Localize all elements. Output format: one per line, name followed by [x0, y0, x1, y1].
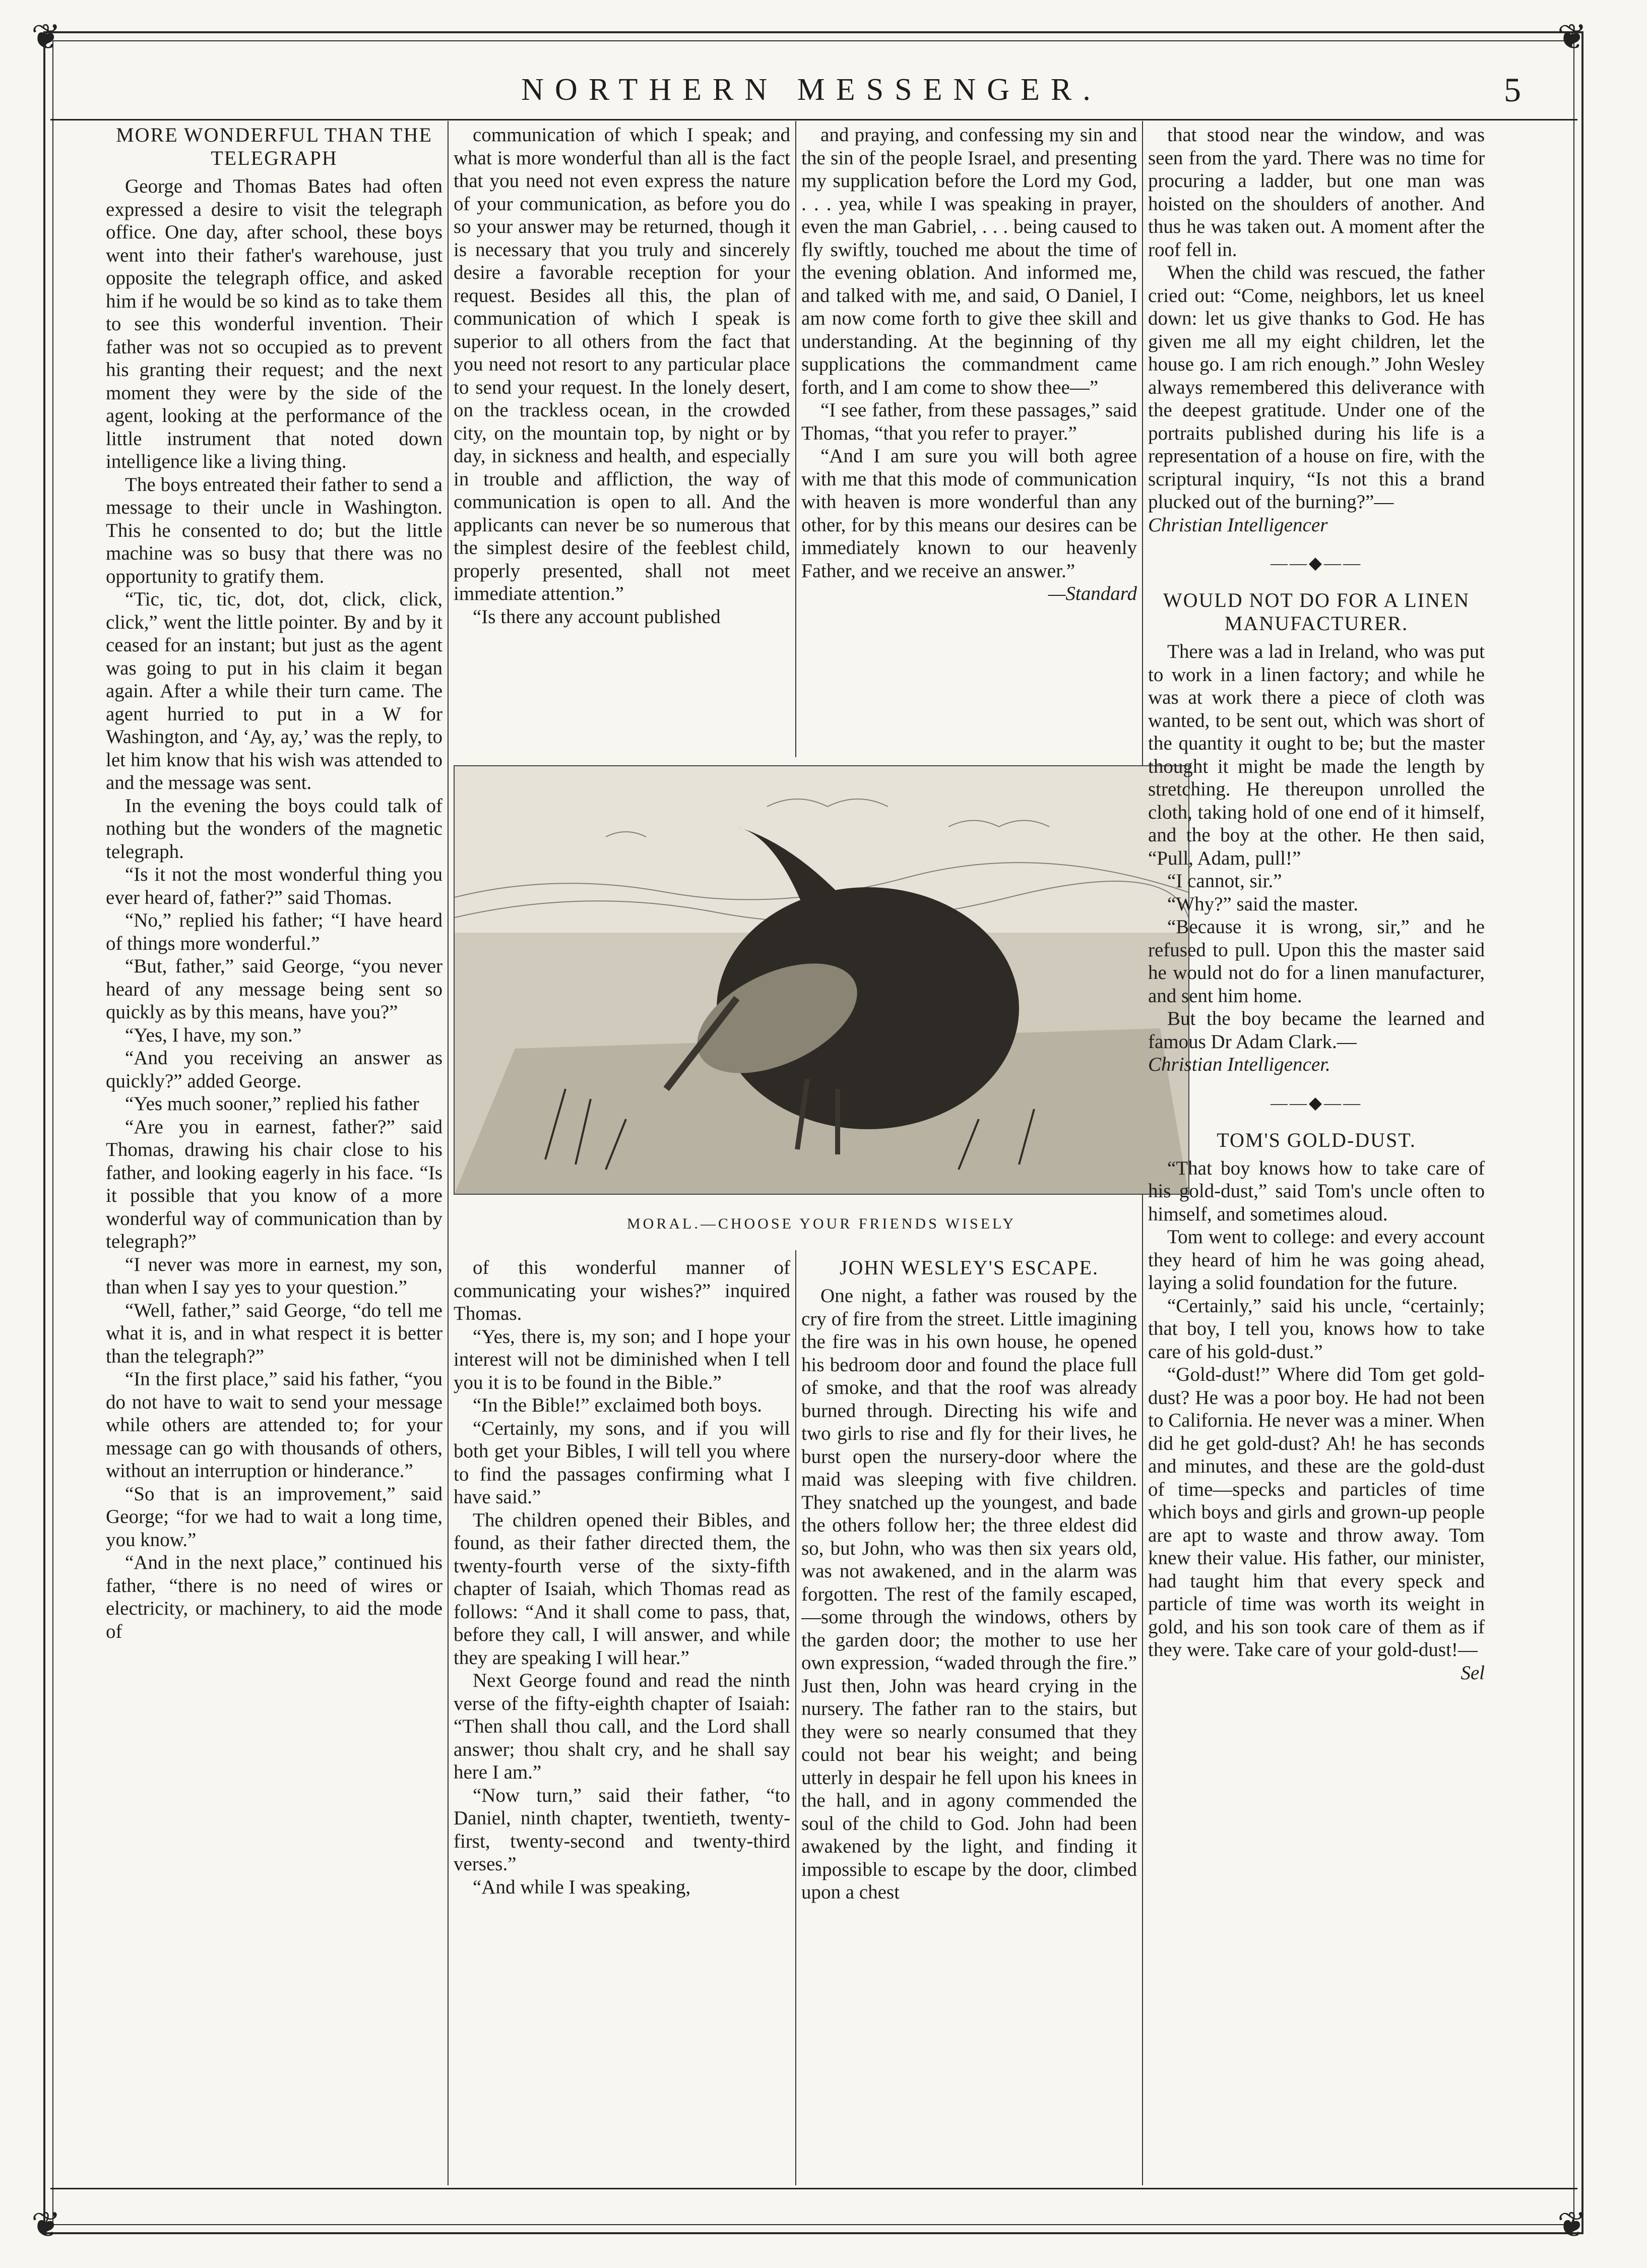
column-2-top	[454, 124, 790, 761]
section-divider: ——◆——	[1270, 1093, 1363, 1113]
paragraph: “But, father,” said George, “you never heard of any message being sent so quickly as by this means, have you?”	[106, 955, 442, 1023]
paragraph: “That boy knows how to take care of his gold-dust,” said Tom's uncle often to himself, and sometimes aloud.	[1148, 1157, 1485, 1225]
paragraph: “Because it is wrong, sir,” and he refused to pull. Upon this the master said he would not do for a linen manufacturer, and sent him home.	[1148, 916, 1485, 1007]
column-2-bottom	[454, 1256, 790, 2184]
article-body-telegraph-cont-3	[454, 1256, 790, 1898]
paragraph: “I cannot, sir.”	[1167, 870, 1282, 892]
article-body-linen	[1148, 640, 1485, 1053]
column-rule	[795, 1250, 796, 2185]
paragraph: “And you receiving an answer as quickly?” added George.	[106, 1047, 442, 1092]
section-divider: ——◆——	[1270, 554, 1363, 573]
paragraph: “Tic, tic, tic, dot, dot, click, click, click,” went the little pointer. By and by it ceased for an instant; but just as the agent was going to put in his claim it began again. After a while their turn came. The agent hurried to put in a W for Washington, and ‘Ay, ay,’ was the reply, to let him know that his wish was attended to and the message was sent.	[106, 588, 442, 793]
paragraph: “Yes, I have, my son.”	[125, 1024, 302, 1046]
source-wesley: Christian Intelligencer	[1148, 514, 1328, 536]
article-body-telegraph-cont	[454, 124, 790, 628]
source-linen: Christian Intelligencer.	[1148, 1054, 1331, 1075]
paragraph: “And while I was speaking,	[473, 1876, 691, 1898]
paragraph: One night, a father was roused by the cry of fire from the street. Little imagining the fire was in his own house, he opened his bedroom door and found the place full of smoke, and that the roof was already burned through. Directing his wife and two girls to rise and fly for their lives, he burst open the nursery-door where the maid was sleeping with five children. They snatched up the youngest, and bade the others follow her; the three eldest did so, but John, who was then six years old, was not awakened, and in the alarm was forgotten. The rest of the family escaped,—some through the windows, others by the garden door; the mother to use her own expression, “waded through the fire.” Just then, John was heard crying in the nursery. The father ran to the stairs, but they were so nearly consumed that they could not bear his weight; and being utterly in despair he fell upon his knees in the hall, and in agony commended the soul of the child to God. John had been awakened by the light, and finding it impossible to escape by the door, climbed upon a chest	[801, 1285, 1137, 1903]
article-body-telegraph	[106, 175, 442, 1643]
paragraph: “Is there any account published	[473, 605, 721, 628]
paragraph: “Are you in earnest, father?” said Thomas, drawing his chair close to his father, and looking eagerly in his face. “Is it possible that you know of a more wonderful way of communication than by telegraph?”	[106, 1116, 442, 1252]
paragraph: “So that is an improvement,” said George; “for we had to wait a long time, you know.”	[106, 1483, 442, 1551]
corner-ornament-icon: ❦	[31, 2206, 61, 2245]
paragraph: George and Thomas Bates had often expressed a desire to visit the telegraph office. One day, after school, these boys went into their father's warehouse, just opposite the telegraph office, and asked him if he would be so kind as to take them to see this wonderful invention. Their father was not so occupied as to prevent his granting their request; and the next moment they were by the side of the agent, looking at the performance of the little instrument that noted down intelligence like a living thing.	[106, 175, 442, 472]
paragraph: When the child was rescued, the father cried out: “Come, neighbors, let us kneel down: let us give thanks to God. He has given me all my eight children, let the house go. I am rich enough.” John Wesley always remembered this deliverance with the deepest gratitude. Under one of the portraits published during his life is a representation of a house on fire, with the scriptural inquiry, “Is not this a brand plucked out of the burning?”—	[1148, 262, 1485, 513]
paragraph: “Certainly,” said his uncle, “certainly; that boy, I tell you, knows how to take care of his gold-dust.”	[1148, 1295, 1485, 1363]
paragraph: “Well, father,” said George, “do tell me what it is, and in what respect it is better than the telegraph?”	[106, 1299, 442, 1367]
column-3-bottom	[801, 1256, 1137, 2184]
corner-ornament-icon: ❦	[31, 18, 61, 57]
paragraph: “I never was more in earnest, my son, than when I say yes to your question.”	[106, 1253, 442, 1298]
paragraph: “And I am sure you will both agree with me that this mode of communication with heaven is more wonderful than any other, for by this means our desires can be immediately known to our heavenly Father, and we receive an answer.”	[801, 445, 1137, 582]
paragraph: and praying, and confessing my sin and the sin of the people Israel, and presenting my supplication before the Lord my God, . . . yea, while I was speaking in prayer, even the man Gabriel, . . . being caused to fly swiftly, touched me about the time of the evening oblation. And informed me, and talked with me, and said, O Daniel, I am now come forth to give thee skill and understanding. At the beginning of thy supplications the commandment came forth, and I am come to show thee—”	[801, 124, 1137, 398]
column-4	[1148, 124, 1485, 2183]
masthead-title: NORTHERN MESSENGER.	[521, 73, 1102, 107]
source-standard: —Standard	[1048, 583, 1137, 604]
paragraph: In the evening the boys could talk of nothing but the wonders of the magnetic telegraph.	[106, 794, 442, 863]
paragraph: “In the Bible!” exclaimed both boys.	[473, 1394, 762, 1416]
column-rule	[795, 121, 796, 757]
source-sel: Sel	[1461, 1662, 1485, 1684]
paragraph: “Now turn,” said their father, “to Daniel, ninth chapter, twentieth, twenty-first, twenty-second and twenty-third verses.”	[454, 1784, 790, 1875]
paragraph: “I see father, from these passages,” said Thomas, “that you refer to prayer.”	[801, 399, 1137, 444]
column-3-top	[801, 124, 1137, 761]
article-heading-gold-dust: TOM'S GOLD-DUST.	[1217, 1128, 1416, 1151]
paragraph: “No,” replied his father; “I have heard of things more wonderful.”	[106, 909, 442, 954]
paragraph: “Yes much sooner,” replied his father	[125, 1093, 419, 1115]
paragraph: “Yes, there is, my son; and I hope your interest will not be diminished when I tell you it is to be found in the Bible.”	[454, 1325, 790, 1393]
paragraph: “In the first place,” said his father, “you do not have to wait to send your message while others are attended to; for your message can go with thousands of others, without an interruption or hinderance.”	[106, 1368, 442, 1482]
paragraph: “And in the next place,” continued his father, “there is no need of wires or electricity, or machinery, to aid the mode of	[106, 1552, 442, 1642]
column-1	[106, 124, 442, 2183]
paragraph: “Gold-dust!” Where did Tom get gold-dust? He was a poor boy. He had not been to California. He never was a miner. When did he get gold-dust? Ah! he has seconds and minutes, and these are the gold-dust of time—specks and particles of time which boys and girls and grown-up people are apt to waste and throw away. Tom knew their value. His father, our minister, had taught him that every speck and particle of time was worth its weight in gold, and his son took care of them as if they were. Take care of your gold-dust!—	[1148, 1364, 1485, 1661]
paragraph: But the boy became the learned and famous Dr Adam Clark.—	[1148, 1008, 1485, 1053]
corner-ornament-icon: ❦	[1557, 2206, 1587, 2245]
article-heading-linen: WOULD NOT DO FOR A LINEN MANUFACTURER.	[1163, 589, 1470, 635]
paragraph: “Why?” said the master.	[1167, 893, 1359, 915]
paragraph: that stood near the window, and was seen from the yard. There was no time for procuring a ladder, but one man was hoisted on the shoulders of another. And thus he was taken out. A moment after the roof fell in.	[1148, 124, 1485, 261]
paragraph: The children opened their Bibles, and found, as their father directed them, the twenty-fourth verse of the sixty-fifth chapter of Isaiah, which Thomas read as follows: “And it shall come to pass, that, before they call, I will answer, and while they are speaking I will hear.”	[454, 1509, 790, 1669]
article-body-gold-dust	[1148, 1157, 1485, 1662]
column-rule	[448, 121, 449, 2185]
article-body-telegraph-cont-2	[801, 124, 1137, 582]
engraving-illustration	[454, 765, 1189, 1195]
paragraph: The boys entreated their father to send a message to their uncle in Washington. This he consented to do; but the little machine was so busy that there was no opportunity to gratify them.	[106, 473, 442, 587]
paragraph: of this wonderful manner of communicating your wishes?” inquired Thomas.	[454, 1257, 790, 1324]
illustration-caption: MORAL.—CHOOSE YOUR FRIENDS WISELY	[626, 1215, 1017, 1232]
article-body-wesley-cont	[1148, 124, 1485, 514]
bird-engraving-image	[455, 766, 1188, 1194]
header-rule	[50, 119, 1577, 120]
paragraph: communication of which I speak; and what is more wonderful than all is the fact that you need not even express the nature of your communication, as before you do so your answer may be returned, though it is necessary that you truly and sincerely desire a favorable reception for your request. Besides all this, the plan of communication of which I speak is superior to all others from the fact that you need not resort to any particular place to send your request. In the lonely desert, on the trackless ocean, in the crowded city, on the mountain top, by night or by day, in sickness and health, and especially in trouble and affliction, the way of communication is open to all. And the applicants can never be so numerous that the simplest desire of the feeblest child, properly presented, shall not meet immediate attention.”	[454, 124, 790, 604]
paragraph: Next George found and read the ninth verse of the fifty-eighth chapter of Isaiah: “Then shall thou call, and the Lord shall answer; thou shalt cry, and he shall say here I am.”	[454, 1670, 790, 1783]
paragraph: “Is it not the most wonderful thing you ever heard of, father?” said Thomas.	[106, 864, 442, 908]
paragraph: “Certainly, my sons, and if you will both get your Bibles, I will tell you where to find the passages confirming what I have said.”	[454, 1417, 790, 1508]
paragraph: There was a lad in Ireland, who was put to work in a linen factory; and while he was at work there a piece of cloth was wanted, to be sent out, which was short of the quantity it ought to be; but the master thought it might be made the length by stretching. He thereupon unrolled the cloth, taking hold of one end of it himself, and the boy at the other. He then said, “Pull, Adam, pull!”	[1148, 641, 1485, 869]
article-heading-wesley: JOHN WESLEY'S ESCAPE.	[839, 1256, 1099, 1279]
paragraph: Tom went to college: and every account they heard of him he was going ahead, laying a solid foundation for the future.	[1148, 1226, 1485, 1294]
page-number: 5	[1504, 71, 1521, 109]
corner-ornament-icon: ❦	[1557, 18, 1587, 57]
article-heading-telegraph: MORE WONDERFUL THAN THE TELEGRAPH	[116, 124, 432, 169]
footer-rule	[50, 2188, 1577, 2189]
article-body-wesley	[801, 1284, 1137, 1904]
